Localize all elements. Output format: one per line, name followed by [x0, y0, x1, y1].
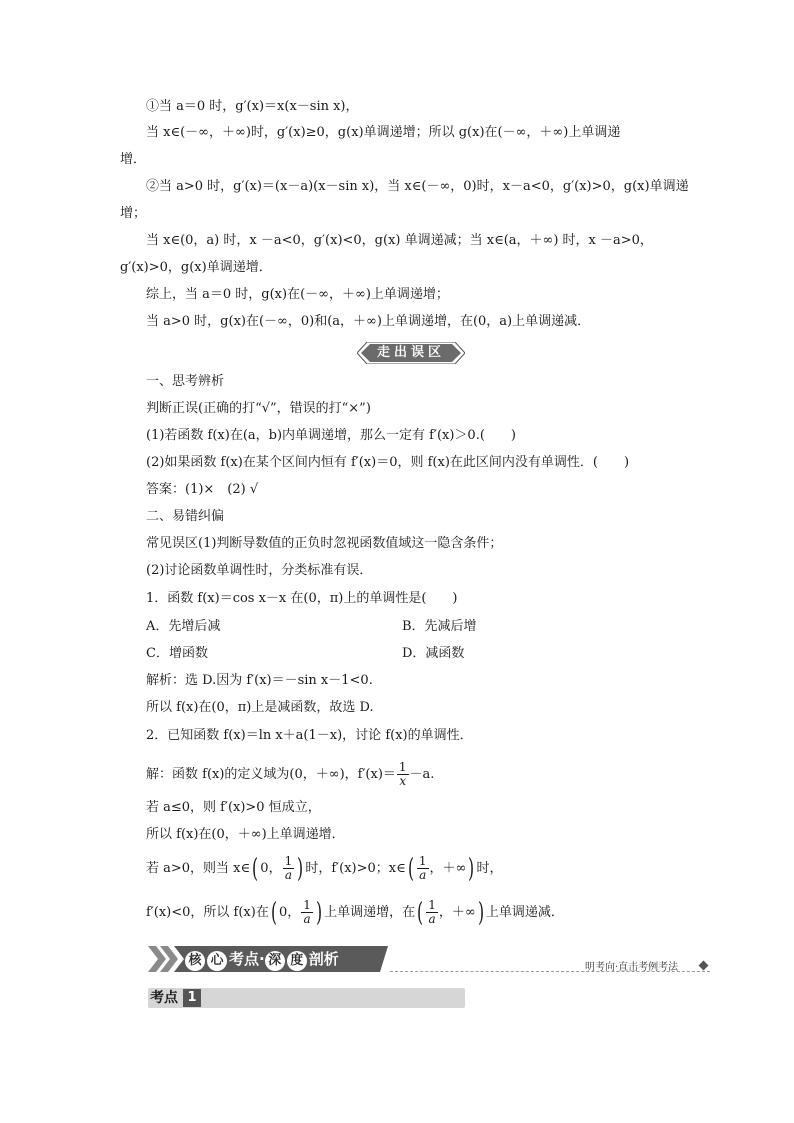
heading: 二、易错纠偏: [146, 509, 225, 524]
paren-close: ): [297, 853, 304, 884]
section-header-title: [185, 948, 339, 970]
text-line: 增．: [120, 152, 147, 167]
option-b: B．先减后增: [402, 619, 477, 634]
fraction: [426, 899, 438, 926]
text-line: 综上，当 a＝0 时，g(x)在(－∞，＋∞)上单调递增；: [146, 287, 449, 302]
sol-text: 0，: [260, 861, 282, 876]
solution-line: [146, 897, 564, 929]
header-text: 剖析: [308, 950, 339, 968]
question-line: 1．函数 f(x)＝cos x－x 在(0，π)上的单调性是( ): [146, 591, 458, 606]
answer-line: 答案：(1)× (2) √: [146, 482, 259, 497]
frac-den: a: [419, 868, 427, 882]
question-line: 2．已知函数 f(x)＝ln x＋a(1－x)，讨论 f(x)的单调性．: [146, 728, 473, 743]
circle-char: 心: [207, 951, 227, 971]
sol-text: 时，: [476, 861, 503, 876]
frac-den: x: [399, 774, 407, 788]
sol-text: f′(x)<0，所以 f(x)在: [146, 905, 269, 920]
fraction: [397, 761, 409, 788]
text-line: 常见误区(1)判断导数值的正负时忽视函数值域这一隐含条件；: [146, 536, 503, 551]
diamond-icon: [699, 961, 709, 971]
frac-den: a: [284, 868, 292, 882]
text-line: ①当 a＝0 时，g′(x)＝x(x－sin x)，: [146, 99, 359, 114]
frac-num: 1: [398, 760, 407, 774]
text-line: 所以 f(x)在(0，＋∞)上单调递增．: [146, 827, 345, 842]
kaodian-label: 考点: [150, 990, 178, 1006]
sol-text: 0，: [278, 905, 301, 920]
section-subtitle: 明考向·直击考例考法: [585, 962, 679, 973]
frac-num: 1: [418, 854, 427, 868]
text-line: 当 x∈(－∞，＋∞)时，g′(x)≥0，g(x)单调递增；所以 g(x)在(－∞，＋∞)上单调递: [146, 125, 621, 140]
option-d: D．减函数: [402, 646, 465, 661]
paren-open: (: [407, 853, 414, 884]
text-line: 判断正误(正确的打“√”，错误的打“×”): [146, 401, 371, 416]
solution-line: [146, 760, 434, 790]
header-text: 考点·: [229, 950, 265, 968]
frac-num: 1: [428, 898, 436, 912]
fraction: [283, 855, 295, 882]
heading: 一、思考辨析: [146, 374, 225, 389]
text-line: 所以 f(x)在(0，π)上是减函数，故选 D.: [146, 700, 374, 715]
frac-num: 1: [303, 898, 311, 912]
text-line: 解析：选 D.因为 f′(x)＝－sin x－1<0.: [146, 673, 373, 688]
frac-num: 1: [284, 854, 293, 868]
kaodian-number: 1: [183, 989, 201, 1007]
frac-den: a: [428, 912, 436, 926]
option-a: A．先增后减: [146, 619, 221, 634]
circle-char: 深: [265, 951, 285, 971]
text-line: (2)如果函数 f(x)在某个区间内恒有 f′(x)＝0，则 f(x)在此区间内没有单调性．( ): [146, 455, 630, 470]
text-line: 当 x∈(0，a) 时，x －a<0，g′(x)<0，g(x) 单调递减；当 x∈(a，＋∞) 时，x －a>0，: [146, 233, 653, 248]
circle-char: 度: [287, 951, 307, 971]
sol-text: 上单调递减．: [485, 905, 564, 920]
paren-open: (: [270, 897, 277, 928]
fraction: [301, 899, 313, 926]
paren-close: ): [477, 897, 484, 928]
fraction: [417, 855, 429, 882]
sol-text: ，＋∞: [429, 861, 467, 876]
paren-open: (: [417, 897, 424, 928]
text-line: 若 a≤0，则 f′(x)>0 恒成立，: [146, 800, 321, 815]
sol-text: 上单调递增，在: [324, 905, 416, 920]
solution-line: [146, 853, 503, 885]
sol-text: 时，f′(x)>0；x∈: [305, 861, 406, 876]
circle-char: 核: [185, 951, 205, 971]
frac-den: a: [303, 912, 311, 926]
sol-text: －a.: [409, 767, 435, 782]
text-line: 增；: [120, 206, 147, 221]
text-line: ②当 a>0 时，g′(x)＝(x－a)(x－sin x)，当 x∈(－∞，0)时，x－a<0，g′(x)>0，g(x)单调递: [146, 179, 689, 194]
banner-title: 走出误区: [376, 345, 445, 360]
section-banner: [357, 342, 465, 364]
option-c: C．增函数: [146, 646, 208, 661]
sol-text: 解：函数 f(x)的定义域为(0，＋∞)，f′(x)＝: [146, 767, 396, 782]
text-line: (2)讨论函数单调性时，分类标准有误．: [146, 563, 373, 578]
sol-text: 若 a>0，则当 x∈: [146, 861, 251, 876]
text-line: g′(x)>0，g(x)单调递增．: [120, 260, 272, 275]
text-line: 当 a>0 时，g(x)在(－∞，0)和(a，＋∞)上单调递增，在(0，a)上单调递减．: [146, 314, 591, 329]
text-line: (1)若函数 f(x)在(a，b)内单调递增，那么一定有 f′(x)＞0.( ): [146, 428, 516, 443]
paren-close: ): [315, 897, 323, 928]
paren-close: ): [468, 853, 475, 884]
paren-open: (: [252, 853, 259, 884]
sol-text: ，＋∞: [438, 905, 476, 920]
